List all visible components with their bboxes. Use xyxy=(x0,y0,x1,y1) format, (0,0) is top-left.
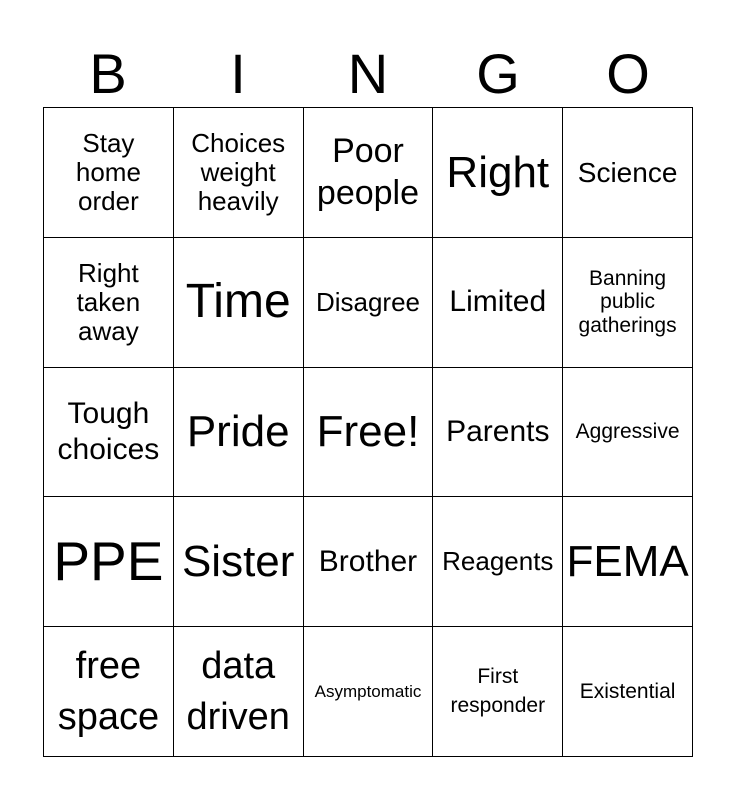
cell-label: Brother xyxy=(318,544,418,578)
bingo-cell[interactable] xyxy=(44,497,174,627)
cell-label: First responder xyxy=(450,665,546,717)
cell-label: Tough choices xyxy=(57,396,160,466)
bingo-cell[interactable] xyxy=(563,108,693,238)
bingo-cell[interactable] xyxy=(174,108,304,238)
header-letter-i: I xyxy=(230,42,246,105)
bingo-cell[interactable] xyxy=(304,368,434,498)
cell-label: PPE xyxy=(53,529,164,592)
bingo-cell[interactable] xyxy=(174,238,304,368)
bingo-header xyxy=(43,44,693,104)
bingo-cell[interactable] xyxy=(304,497,434,627)
bingo-cell[interactable] xyxy=(433,368,563,498)
header-letter-o: O xyxy=(606,42,650,105)
cell-label: data driven xyxy=(186,645,290,738)
bingo-cell[interactable] xyxy=(44,368,174,498)
cell-label: Banning public gatherings xyxy=(578,266,677,337)
bingo-cell[interactable] xyxy=(174,497,304,627)
bingo-cell[interactable] xyxy=(304,108,434,238)
bingo-cell[interactable] xyxy=(304,627,434,757)
bingo-cell[interactable] xyxy=(174,627,304,757)
cell-label: Pride xyxy=(186,407,290,457)
header-letter-n: N xyxy=(347,42,389,105)
bingo-cell[interactable] xyxy=(563,497,693,627)
cell-label: Science xyxy=(577,156,678,188)
bingo-cell[interactable] xyxy=(433,497,563,627)
cell-label: Stay home order xyxy=(75,127,141,216)
cell-label: free space xyxy=(57,645,160,738)
bingo-cell[interactable] xyxy=(433,238,563,368)
cell-label: Aggressive xyxy=(575,420,680,444)
bingo-cell[interactable] xyxy=(44,627,174,757)
bingo-cell[interactable] xyxy=(44,238,174,368)
cell-label: Choices weight heavily xyxy=(191,127,286,216)
cell-label: Right taken away xyxy=(76,257,141,346)
cell-label: Poor people xyxy=(316,131,420,213)
bingo-cell[interactable] xyxy=(304,238,434,368)
bingo-cell[interactable] xyxy=(44,108,174,238)
header-letter-g: G xyxy=(476,42,520,105)
cell-label: Sister xyxy=(181,537,295,587)
header-letter-b: B xyxy=(89,42,127,105)
bingo-cell[interactable] xyxy=(433,108,563,238)
cell-label: Disagree xyxy=(315,286,421,317)
cell-label: Limited xyxy=(449,285,547,319)
cell-label: Existential xyxy=(579,679,676,703)
cell-label: Free! xyxy=(316,407,420,457)
bingo-cell[interactable] xyxy=(563,368,693,498)
bingo-board xyxy=(43,107,693,757)
cell-label: Asymptomatic xyxy=(314,682,422,702)
cell-label: Time xyxy=(185,275,291,329)
cell-label: Right xyxy=(446,147,550,197)
cell-label: Reagents xyxy=(442,546,554,577)
bingo-cell[interactable] xyxy=(433,627,563,757)
bingo-cell[interactable] xyxy=(563,238,693,368)
cell-label: Parents xyxy=(446,414,550,448)
bingo-cell[interactable] xyxy=(174,368,304,498)
bingo-cell[interactable] xyxy=(563,627,693,757)
cell-label: FEMA xyxy=(566,537,689,587)
